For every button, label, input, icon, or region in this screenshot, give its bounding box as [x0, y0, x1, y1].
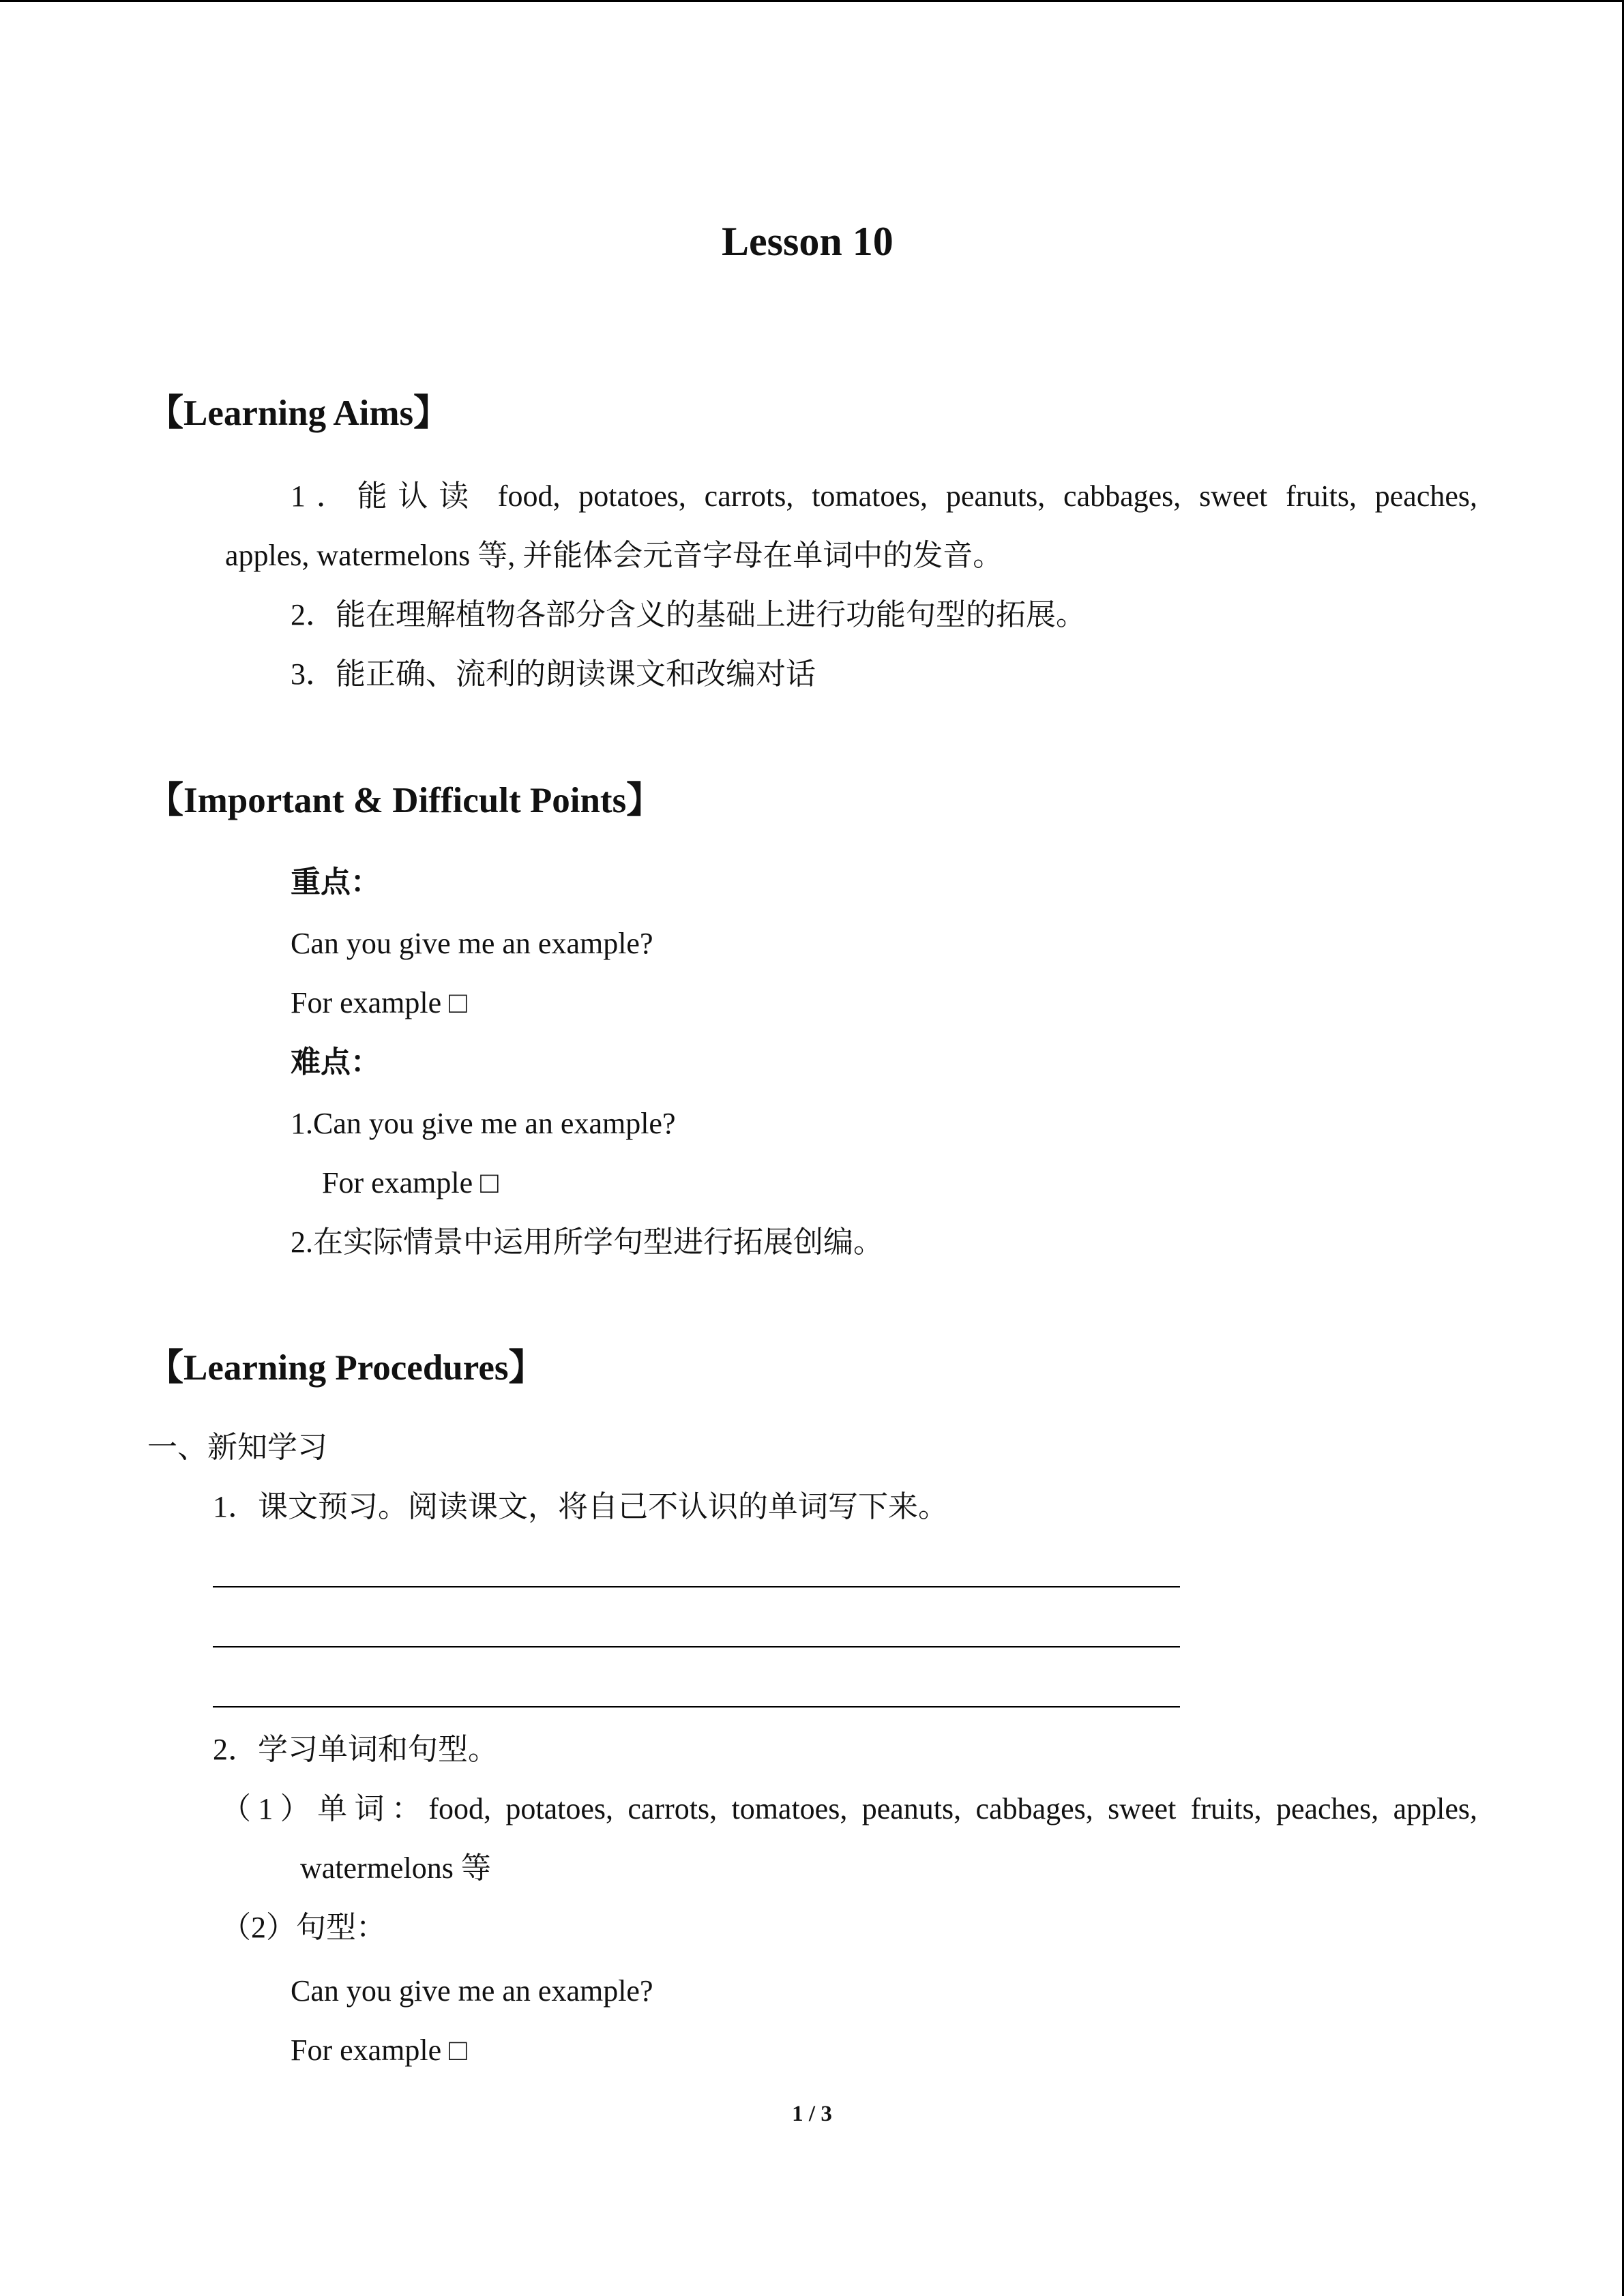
pattern-line-1: Can you give me an example?: [291, 1974, 653, 2008]
aim-1-line-1: 1．能认读 food, potatoes, carrots, tomatoes, peanuts, cabbages, sweet fruits, peaches,: [291, 479, 1477, 513]
key-points-label: 重点：: [291, 865, 381, 899]
step-1: 1．课文预习。阅读课文，将自己不认识的单词写下来。: [213, 1490, 948, 1523]
difficult-point-line-2: For example □: [322, 1166, 499, 1199]
page-title: Lesson 10: [722, 219, 894, 264]
blank-answer-line-3: [213, 1706, 1180, 1708]
difficult-point-line-1: 1.Can you give me an example?: [291, 1107, 676, 1140]
blank-answer-line-1: [213, 1586, 1180, 1587]
words-line-2: watermelons 等: [300, 1851, 491, 1885]
learning-aims-heading: 【Learning Aims】: [147, 393, 450, 433]
learning-procedures-heading: 【Learning Procedures】: [147, 1348, 545, 1388]
difficult-point-line-3: 2.在实际情景中运用所学句型进行拓展创编。: [291, 1225, 883, 1259]
section-1-title: 一、新知学习: [147, 1431, 327, 1464]
page-number: 1 / 3: [792, 2102, 832, 2126]
words-line-1: （1）单词：food, potatoes, carrots, tomatoes, peanuts, cabbages, sweet fruits, peaches, apples,: [221, 1792, 1477, 1825]
important-points-heading: 【Important & Difficult Points】: [147, 781, 663, 820]
patterns-label: （2）句型：: [221, 1911, 386, 1944]
aim-3: 3．能正确、流利的朗读课文和改编对话: [291, 657, 816, 691]
aim-1-line-2: apples, watermelons 等, 并能体会元音字母在单词中的发音。: [225, 539, 1003, 572]
step-2: 2．学习单词和句型。: [213, 1733, 498, 1766]
top-border: [0, 0, 1624, 2]
key-point-line-2: For example □: [291, 986, 467, 1019]
difficult-points-label: 难点：: [291, 1045, 381, 1079]
pattern-line-2: For example □: [291, 2033, 467, 2067]
blank-answer-line-2: [213, 1646, 1180, 1648]
key-point-line-1: Can you give me an example?: [291, 927, 653, 960]
aim-2: 2．能在理解植物各部分含义的基础上进行功能句型的拓展。: [291, 598, 1086, 631]
